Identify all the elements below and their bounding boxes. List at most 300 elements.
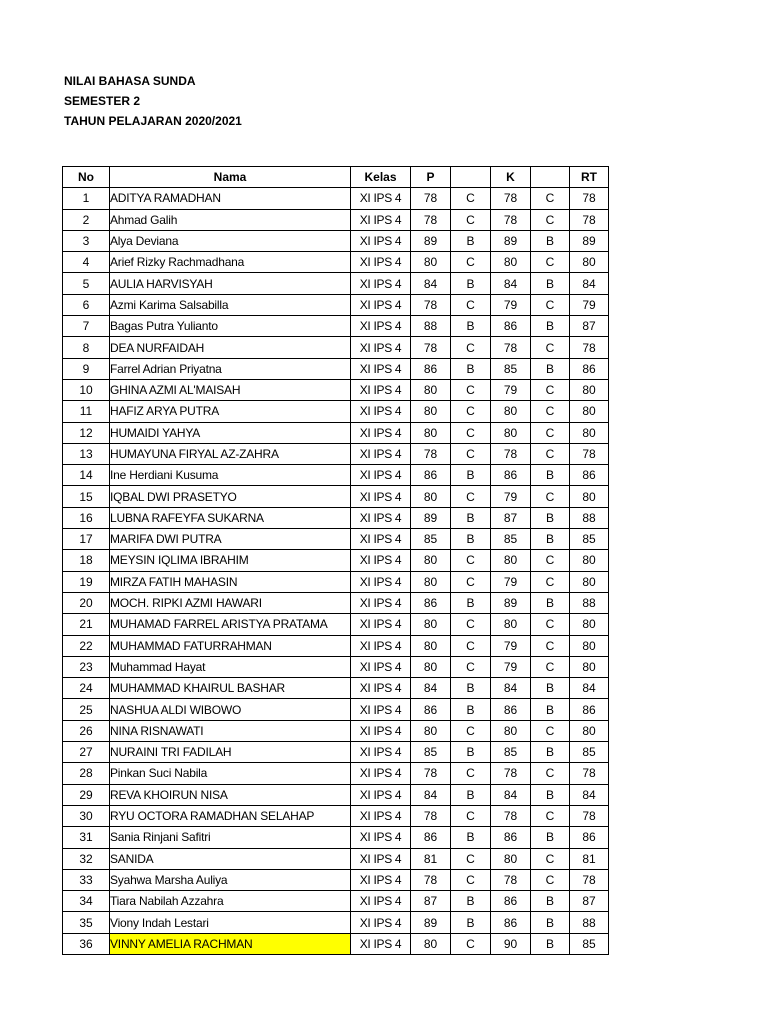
table-row [63, 337, 609, 358]
cell-nama: IQBAL DWI PRASETYO [110, 486, 351, 507]
cell-p-grade: B [451, 507, 491, 528]
cell-kelas: XI IPS 4 [351, 529, 411, 550]
cell-rt: 89 [570, 230, 609, 251]
cell-k: 86 [491, 827, 531, 848]
cell-rt: 80 [570, 486, 609, 507]
column-header-nama: Nama [110, 167, 351, 188]
cell-rt: 84 [570, 784, 609, 805]
cell-no: 21 [63, 614, 110, 635]
academic-year-label: TAHUN PELAJARAN 2020/2021 [64, 114, 242, 128]
cell-p-grade: C [451, 337, 491, 358]
cell-kelas: XI IPS 4 [351, 571, 411, 592]
table-row [63, 507, 609, 528]
cell-rt: 85 [570, 529, 609, 550]
table-row [63, 273, 609, 294]
cell-p: 80 [411, 422, 451, 443]
column-header-kelas: Kelas [351, 167, 411, 188]
cell-no: 8 [63, 337, 110, 358]
cell-p-grade: C [451, 401, 491, 422]
cell-no: 18 [63, 550, 110, 571]
cell-rt: 80 [570, 571, 609, 592]
cell-p-grade: B [451, 273, 491, 294]
cell-k: 79 [491, 635, 531, 656]
cell-k: 78 [491, 869, 531, 890]
cell-p-grade: B [451, 678, 491, 699]
cell-nama: LUBNA RAFEYFA SUKARNA [110, 507, 351, 528]
cell-p: 86 [411, 699, 451, 720]
cell-kelas: XI IPS 4 [351, 379, 411, 400]
cell-p: 84 [411, 678, 451, 699]
cell-kelas: XI IPS 4 [351, 443, 411, 464]
cell-no: 1 [63, 188, 110, 209]
cell-k: 78 [491, 188, 531, 209]
cell-p: 78 [411, 188, 451, 209]
cell-p-grade: B [451, 891, 491, 912]
cell-p-grade: B [451, 230, 491, 251]
semester-label: SEMESTER 2 [64, 94, 141, 108]
cell-p: 80 [411, 571, 451, 592]
cell-nama: GHINA AZMI AL'MAISAH [110, 379, 351, 400]
cell-p-grade: B [451, 827, 491, 848]
cell-k-grade: C [531, 805, 570, 826]
cell-rt: 80 [570, 252, 609, 273]
cell-p: 80 [411, 252, 451, 273]
cell-p: 78 [411, 869, 451, 890]
cell-no: 26 [63, 720, 110, 741]
cell-p: 78 [411, 443, 451, 464]
table-row [63, 252, 609, 273]
cell-kelas: XI IPS 4 [351, 507, 411, 528]
cell-nama: Pinkan Suci Nabila [110, 763, 351, 784]
cell-rt: 86 [570, 358, 609, 379]
cell-kelas: XI IPS 4 [351, 699, 411, 720]
cell-rt: 80 [570, 550, 609, 571]
cell-k-grade: C [531, 635, 570, 656]
cell-p-grade: C [451, 443, 491, 464]
cell-p: 80 [411, 720, 451, 741]
column-header-p-grade [451, 167, 491, 188]
cell-rt: 78 [570, 337, 609, 358]
cell-k: 84 [491, 678, 531, 699]
cell-rt: 80 [570, 614, 609, 635]
cell-k-grade: B [531, 592, 570, 613]
cell-k-grade: B [531, 230, 570, 251]
cell-rt: 78 [570, 869, 609, 890]
cell-p: 80 [411, 379, 451, 400]
table-row [63, 869, 609, 890]
cell-kelas: XI IPS 4 [351, 486, 411, 507]
cell-k: 79 [491, 379, 531, 400]
cell-k: 90 [491, 933, 531, 954]
cell-no: 20 [63, 592, 110, 613]
cell-nama: Tiara Nabilah Azzahra [110, 891, 351, 912]
cell-p-grade: B [451, 699, 491, 720]
cell-rt: 80 [570, 720, 609, 741]
table-row [63, 294, 609, 315]
cell-p: 86 [411, 465, 451, 486]
cell-nama: MUHAMMAD KHAIRUL BASHAR [110, 678, 351, 699]
cell-nama: Bagas Putra Yulianto [110, 316, 351, 337]
cell-rt: 80 [570, 422, 609, 443]
cell-nama: RYU OCTORA RAMADHAN SELAHAP [110, 805, 351, 826]
cell-rt: 80 [570, 379, 609, 400]
cell-p: 88 [411, 316, 451, 337]
cell-rt: 88 [570, 592, 609, 613]
cell-k: 85 [491, 529, 531, 550]
cell-k-grade: C [531, 401, 570, 422]
cell-k-grade: C [531, 486, 570, 507]
cell-k-grade: C [531, 656, 570, 677]
table-row [63, 188, 609, 209]
cell-kelas: XI IPS 4 [351, 635, 411, 656]
cell-p: 84 [411, 784, 451, 805]
cell-nama: Ine Herdiani Kusuma [110, 465, 351, 486]
cell-nama: Azmi Karima Salsabilla [110, 294, 351, 315]
cell-k: 79 [491, 486, 531, 507]
cell-p-grade: B [451, 529, 491, 550]
table-row [63, 592, 609, 613]
cell-p-grade: C [451, 869, 491, 890]
cell-k-grade: B [531, 933, 570, 954]
cell-rt: 85 [570, 933, 609, 954]
cell-no: 15 [63, 486, 110, 507]
cell-no: 22 [63, 635, 110, 656]
cell-kelas: XI IPS 4 [351, 230, 411, 251]
cell-p-grade: B [451, 592, 491, 613]
table-row [63, 720, 609, 741]
cell-k-grade: C [531, 720, 570, 741]
cell-rt: 78 [570, 188, 609, 209]
cell-k-grade: B [531, 891, 570, 912]
cell-k: 80 [491, 720, 531, 741]
cell-k-grade: C [531, 614, 570, 635]
table-row [63, 401, 609, 422]
table-row [63, 699, 609, 720]
cell-k: 86 [491, 699, 531, 720]
cell-k-grade: C [531, 188, 570, 209]
cell-kelas: XI IPS 4 [351, 656, 411, 677]
cell-k: 80 [491, 422, 531, 443]
cell-no: 4 [63, 252, 110, 273]
cell-p: 86 [411, 827, 451, 848]
cell-k: 80 [491, 252, 531, 273]
cell-k-grade: B [531, 742, 570, 763]
cell-p-grade: C [451, 763, 491, 784]
cell-k: 78 [491, 443, 531, 464]
cell-k: 80 [491, 550, 531, 571]
cell-k: 86 [491, 891, 531, 912]
cell-k-grade: B [531, 273, 570, 294]
cell-k-grade: B [531, 678, 570, 699]
cell-k-grade: C [531, 763, 570, 784]
table-row [63, 891, 609, 912]
cell-p: 85 [411, 742, 451, 763]
cell-k: 84 [491, 273, 531, 294]
cell-nama: MUHAMAD FARREL ARISTYA PRATAMA [110, 614, 351, 635]
cell-no: 34 [63, 891, 110, 912]
cell-p-grade: C [451, 848, 491, 869]
cell-k: 84 [491, 784, 531, 805]
cell-no: 11 [63, 401, 110, 422]
cell-k-grade: C [531, 869, 570, 890]
cell-kelas: XI IPS 4 [351, 465, 411, 486]
cell-nama: REVA KHOIRUN NISA [110, 784, 351, 805]
cell-k-grade: B [531, 507, 570, 528]
cell-k: 86 [491, 912, 531, 933]
cell-kelas: XI IPS 4 [351, 891, 411, 912]
cell-k: 80 [491, 848, 531, 869]
table-row [63, 486, 609, 507]
cell-no: 2 [63, 209, 110, 230]
table-body [63, 188, 609, 955]
table-row [63, 656, 609, 677]
cell-kelas: XI IPS 4 [351, 273, 411, 294]
cell-k: 79 [491, 656, 531, 677]
cell-nama: AULIA HARVISYAH [110, 273, 351, 294]
cell-rt: 88 [570, 507, 609, 528]
cell-no: 23 [63, 656, 110, 677]
cell-nama: NASHUA ALDI WIBOWO [110, 699, 351, 720]
cell-p-grade: C [451, 656, 491, 677]
cell-kelas: XI IPS 4 [351, 869, 411, 890]
cell-kelas: XI IPS 4 [351, 592, 411, 613]
table-row [63, 230, 609, 251]
cell-p-grade: C [451, 252, 491, 273]
cell-p-grade: C [451, 294, 491, 315]
cell-p: 78 [411, 294, 451, 315]
cell-p: 80 [411, 486, 451, 507]
cell-nama: HAFIZ ARYA PUTRA [110, 401, 351, 422]
cell-p: 87 [411, 891, 451, 912]
cell-no: 10 [63, 379, 110, 400]
cell-kelas: XI IPS 4 [351, 294, 411, 315]
cell-k-grade: B [531, 699, 570, 720]
cell-nama: VINNY AMELIA RACHMAN [110, 933, 351, 954]
cell-p-grade: C [451, 550, 491, 571]
cell-nama: MIRZA FATIH MAHASIN [110, 571, 351, 592]
table-row [63, 443, 609, 464]
cell-k-grade: B [531, 465, 570, 486]
table-row [63, 550, 609, 571]
cell-no: 13 [63, 443, 110, 464]
cell-kelas: XI IPS 4 [351, 742, 411, 763]
cell-rt: 87 [570, 316, 609, 337]
subject-title: NILAI BAHASA SUNDA [64, 74, 196, 88]
table-row [63, 933, 609, 954]
cell-k: 78 [491, 209, 531, 230]
cell-nama: Viony Indah Lestari [110, 912, 351, 933]
cell-kelas: XI IPS 4 [351, 912, 411, 933]
cell-kelas: XI IPS 4 [351, 827, 411, 848]
cell-nama: MOCH. RIPKI AZMI HAWARI [110, 592, 351, 613]
cell-kelas: XI IPS 4 [351, 720, 411, 741]
cell-k: 80 [491, 401, 531, 422]
cell-p-grade: C [451, 379, 491, 400]
cell-p-grade: B [451, 742, 491, 763]
cell-nama: MEYSIN IQLIMA IBRAHIM [110, 550, 351, 571]
cell-no: 35 [63, 912, 110, 933]
table-row [63, 805, 609, 826]
cell-nama: HUMAIDI YAHYA [110, 422, 351, 443]
cell-k-grade: C [531, 209, 570, 230]
cell-rt: 80 [570, 635, 609, 656]
cell-no: 31 [63, 827, 110, 848]
cell-p: 86 [411, 592, 451, 613]
cell-nama: Farrel Adrian Priyatna [110, 358, 351, 379]
cell-nama: HUMAYUNA FIRYAL AZ-ZAHRA [110, 443, 351, 464]
grades-table [62, 166, 609, 955]
cell-rt: 78 [570, 763, 609, 784]
cell-nama: MUHAMMAD FATURRAHMAN [110, 635, 351, 656]
cell-nama: MARIFA DWI PUTRA [110, 529, 351, 550]
cell-rt: 88 [570, 912, 609, 933]
cell-rt: 86 [570, 465, 609, 486]
cell-p: 78 [411, 337, 451, 358]
cell-rt: 80 [570, 656, 609, 677]
cell-k: 78 [491, 763, 531, 784]
cell-rt: 84 [570, 678, 609, 699]
cell-nama: NINA RISNAWATI [110, 720, 351, 741]
cell-p-grade: C [451, 209, 491, 230]
table-row [63, 912, 609, 933]
cell-k-grade: B [531, 784, 570, 805]
cell-p-grade: C [451, 805, 491, 826]
cell-rt: 78 [570, 443, 609, 464]
cell-p-grade: B [451, 316, 491, 337]
table-row [63, 635, 609, 656]
column-header-k-grade [531, 167, 570, 188]
cell-p: 89 [411, 507, 451, 528]
cell-k-grade: B [531, 529, 570, 550]
cell-rt: 78 [570, 805, 609, 826]
cell-p-grade: C [451, 188, 491, 209]
cell-kelas: XI IPS 4 [351, 933, 411, 954]
cell-k: 86 [491, 465, 531, 486]
table-row [63, 529, 609, 550]
cell-k: 86 [491, 316, 531, 337]
cell-no: 30 [63, 805, 110, 826]
table-row [63, 678, 609, 699]
cell-no: 27 [63, 742, 110, 763]
column-header-rt: RT [570, 167, 609, 188]
cell-no: 33 [63, 869, 110, 890]
cell-rt: 86 [570, 699, 609, 720]
cell-rt: 81 [570, 848, 609, 869]
cell-no: 25 [63, 699, 110, 720]
table-row [63, 784, 609, 805]
cell-k: 85 [491, 358, 531, 379]
table-row [63, 316, 609, 337]
table-row [63, 827, 609, 848]
table-row [63, 379, 609, 400]
table-row [63, 422, 609, 443]
cell-no: 28 [63, 763, 110, 784]
cell-rt: 80 [570, 401, 609, 422]
cell-p: 84 [411, 273, 451, 294]
cell-p: 78 [411, 763, 451, 784]
table-row [63, 614, 609, 635]
cell-k-grade: B [531, 912, 570, 933]
cell-k: 78 [491, 805, 531, 826]
cell-k: 87 [491, 507, 531, 528]
cell-no: 5 [63, 273, 110, 294]
cell-p-grade: C [451, 571, 491, 592]
cell-nama: DEA NURFAIDAH [110, 337, 351, 358]
cell-k-grade: C [531, 422, 570, 443]
cell-k: 85 [491, 742, 531, 763]
cell-nama: Syahwa Marsha Auliya [110, 869, 351, 890]
cell-nama: Sania Rinjani Safitri [110, 827, 351, 848]
cell-p: 80 [411, 933, 451, 954]
cell-kelas: XI IPS 4 [351, 848, 411, 869]
cell-kelas: XI IPS 4 [351, 550, 411, 571]
table-row [63, 742, 609, 763]
table-row [63, 848, 609, 869]
table-row [63, 358, 609, 379]
cell-kelas: XI IPS 4 [351, 401, 411, 422]
cell-kelas: XI IPS 4 [351, 358, 411, 379]
cell-no: 7 [63, 316, 110, 337]
cell-p: 80 [411, 614, 451, 635]
cell-p: 80 [411, 401, 451, 422]
cell-nama: Muhammad Hayat [110, 656, 351, 677]
cell-p-grade: C [451, 635, 491, 656]
cell-no: 17 [63, 529, 110, 550]
cell-no: 16 [63, 507, 110, 528]
cell-no: 29 [63, 784, 110, 805]
cell-no: 6 [63, 294, 110, 315]
cell-p-grade: C [451, 614, 491, 635]
cell-k-grade: C [531, 550, 570, 571]
table-header-row [63, 167, 609, 188]
table-row [63, 465, 609, 486]
cell-kelas: XI IPS 4 [351, 805, 411, 826]
cell-rt: 85 [570, 742, 609, 763]
cell-p: 80 [411, 550, 451, 571]
document-header [64, 71, 242, 131]
table-row [63, 763, 609, 784]
cell-p: 78 [411, 805, 451, 826]
cell-p-grade: C [451, 933, 491, 954]
cell-k: 79 [491, 294, 531, 315]
cell-rt: 86 [570, 827, 609, 848]
cell-kelas: XI IPS 4 [351, 614, 411, 635]
column-header-no: No [63, 167, 110, 188]
cell-kelas: XI IPS 4 [351, 678, 411, 699]
cell-nama: SANIDA [110, 848, 351, 869]
cell-k-grade: B [531, 358, 570, 379]
cell-k: 89 [491, 592, 531, 613]
cell-k-grade: C [531, 337, 570, 358]
cell-kelas: XI IPS 4 [351, 337, 411, 358]
cell-p-grade: C [451, 486, 491, 507]
cell-k-grade: C [531, 294, 570, 315]
cell-p: 86 [411, 358, 451, 379]
cell-rt: 84 [570, 273, 609, 294]
cell-no: 32 [63, 848, 110, 869]
cell-p-grade: B [451, 912, 491, 933]
cell-rt: 87 [570, 891, 609, 912]
cell-kelas: XI IPS 4 [351, 209, 411, 230]
table-row [63, 209, 609, 230]
cell-kelas: XI IPS 4 [351, 316, 411, 337]
cell-p: 85 [411, 529, 451, 550]
cell-no: 14 [63, 465, 110, 486]
cell-kelas: XI IPS 4 [351, 252, 411, 273]
cell-kelas: XI IPS 4 [351, 188, 411, 209]
cell-nama: Arief Rizky Rachmadhana [110, 252, 351, 273]
column-header-p: P [411, 167, 451, 188]
